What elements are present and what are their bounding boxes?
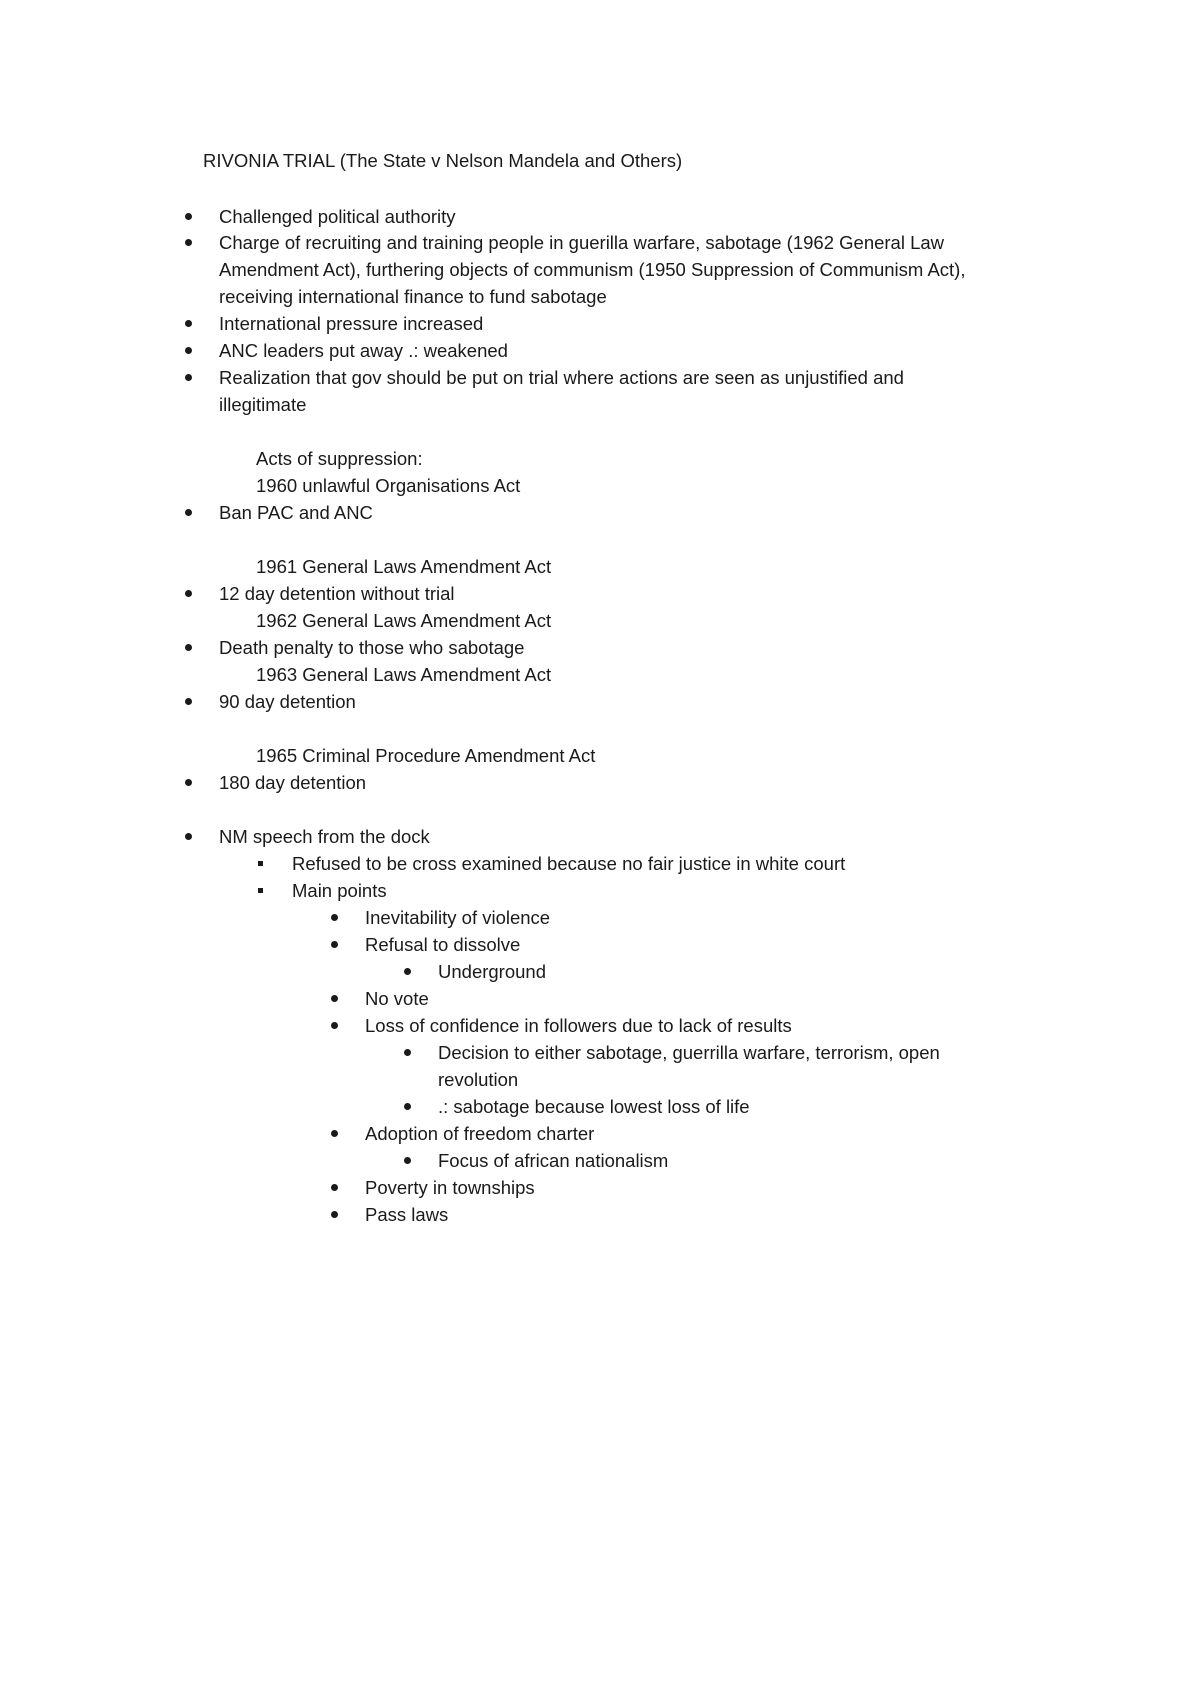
list-item: ANC leaders put away .: weakened <box>219 337 508 364</box>
sub-point-item: .: sabotage because lowest loss of life <box>438 1093 750 1120</box>
point-item: Loss of confidence in followers due to lack of results <box>365 1012 792 1039</box>
list-item: International pressure increased <box>219 310 483 337</box>
list-item: Realization that gov should be put on trial where actions are seen as unjustified and <box>219 364 904 391</box>
sub-point-item: Focus of african nationalism <box>438 1147 668 1174</box>
sub-point-item: Decision to either sabotage, guerrilla warfare, terrorism, open <box>438 1039 940 1066</box>
point-item: Adoption of freedom charter <box>365 1120 594 1147</box>
list-item: NM speech from the dock <box>219 823 430 850</box>
act-name: 1960 unlawful Organisations Act <box>256 475 521 496</box>
act-name: 1963 General Laws Amendment Act <box>256 664 552 685</box>
point-item: Inevitability of violence <box>365 904 550 931</box>
section-heading: Acts of suppression: <box>256 448 423 469</box>
point-item: Pass laws <box>365 1201 448 1228</box>
list-item-continuation: illegitimate <box>219 394 307 415</box>
list-item: Challenged political authority <box>219 203 456 230</box>
act-name: 1961 General Laws Amendment Act <box>256 556 552 577</box>
point-item: No vote <box>365 985 429 1012</box>
sub-point-item: Underground <box>438 958 546 985</box>
point-item: Poverty in townships <box>365 1174 535 1201</box>
list-item: Charge of recruiting and training people in guerilla warfare, sabotage (1962 General Law <box>219 229 944 256</box>
page-title: RIVONIA TRIAL (The State v Nelson Mandela and Others) <box>203 150 683 171</box>
list-item: Ban PAC and ANC <box>219 499 373 526</box>
list-item-continuation: Amendment Act), furthering objects of communism (1950 Suppression of Communism Act), <box>219 259 966 280</box>
list-item-continuation: receiving international finance to fund sabotage <box>219 286 607 307</box>
list-item: 180 day detention <box>219 769 366 796</box>
list-item: 90 day detention <box>219 688 356 715</box>
sub-point-continuation: revolution <box>438 1069 519 1090</box>
act-name: 1962 General Laws Amendment Act <box>256 610 552 631</box>
list-item: 12 day detention without trial <box>219 580 455 607</box>
act-name: 1965 Criminal Procedure Amendment Act <box>256 745 596 766</box>
list-item: Death penalty to those who sabotage <box>219 634 524 661</box>
point-item: Refusal to dissolve <box>365 931 520 958</box>
sub-list-item: Main points <box>292 877 387 904</box>
sub-list-item: Refused to be cross examined because no fair justice in white court <box>292 850 845 877</box>
